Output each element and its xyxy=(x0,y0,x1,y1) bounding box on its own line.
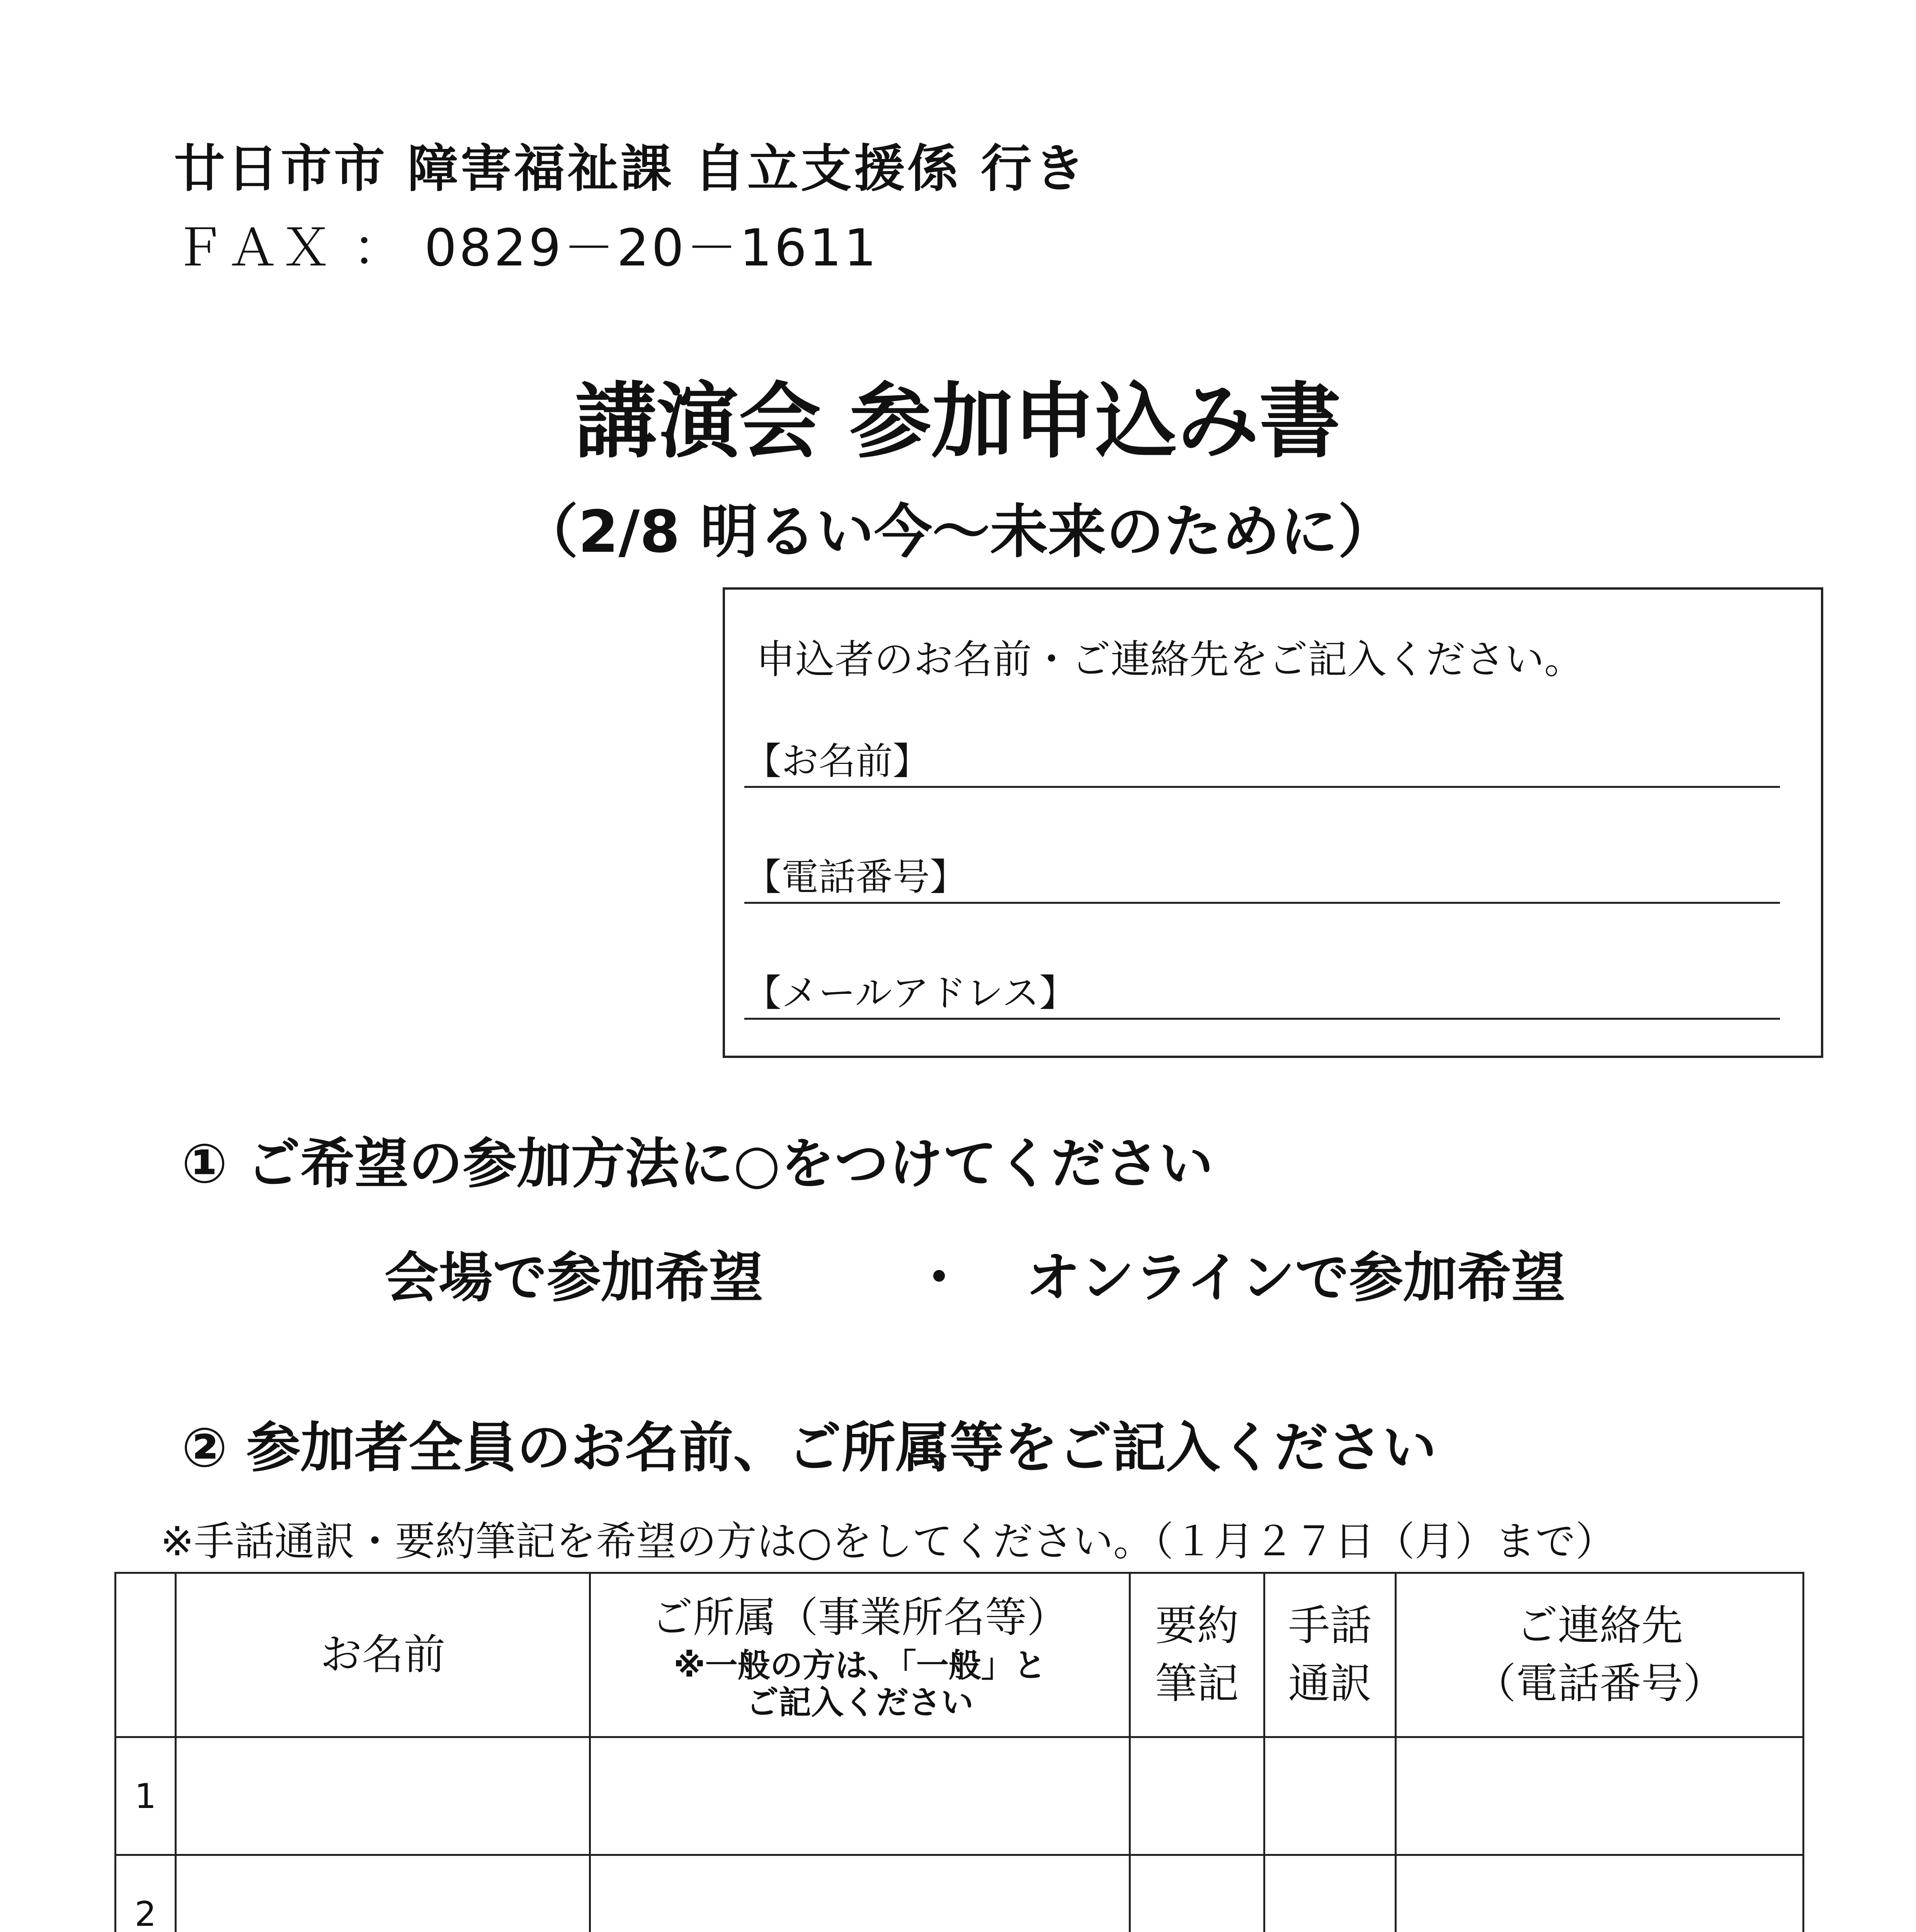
option-venue[interactable]: 会場で参加希望 xyxy=(385,1247,764,1310)
fax-number: ＦＡＸ ： 0829－20－1611 xyxy=(174,218,879,278)
header-affiliation xyxy=(590,1573,1130,1737)
header-contact-line1: ご連絡先 xyxy=(1516,1602,1683,1650)
section1-heading: ① ご希望の参加方法に○をつけてください xyxy=(182,1133,1213,1196)
cell-sign[interactable] xyxy=(1264,1855,1396,1932)
header-number xyxy=(116,1573,176,1737)
section2-note: ※手話通訳・要約筆記を希望の方は○をしてください。（１月２７日（月）まで） xyxy=(160,1518,1616,1565)
table-row xyxy=(116,1737,1804,1855)
cell-summary[interactable] xyxy=(1130,1737,1264,1855)
applicant-name-label: 【お名前】 xyxy=(744,740,930,783)
applicant-info-box xyxy=(723,587,1823,1058)
cell-summary[interactable] xyxy=(1130,1855,1264,1932)
header-summary-writing xyxy=(1130,1573,1264,1737)
applicant-phone-label: 【電話番号】 xyxy=(744,855,967,899)
row-number: 2 xyxy=(116,1855,176,1932)
cell-sign[interactable] xyxy=(1264,1737,1396,1855)
cell-contact[interactable] xyxy=(1396,1737,1804,1855)
cell-affiliation[interactable] xyxy=(590,1855,1130,1932)
header-affiliation-note-1: ※一般の方は、「一般」と xyxy=(674,1646,1046,1684)
row-number: 1 xyxy=(116,1737,176,1855)
header-name: お名前 xyxy=(176,1573,590,1737)
page-title: 講演会 参加申込み書 xyxy=(575,374,1341,469)
cell-contact[interactable] xyxy=(1396,1855,1804,1932)
header-contact xyxy=(1396,1573,1804,1737)
header-sign-line1: 手話 xyxy=(1288,1602,1372,1650)
header-contact-line2: （電話番号） xyxy=(1474,1660,1725,1708)
applicant-phone-field[interactable] xyxy=(744,852,1780,904)
applicant-intro: 申込者のお名前・ご連絡先をご記入ください。 xyxy=(756,637,1584,683)
cell-affiliation[interactable] xyxy=(590,1737,1130,1855)
table-row xyxy=(116,1855,1804,1932)
cell-name[interactable] xyxy=(176,1737,590,1855)
applicant-name-field[interactable] xyxy=(744,736,1780,788)
header-sign-language xyxy=(1264,1573,1396,1737)
recipient-line: 廿日市市 障害福祉課 自立支援係 行き xyxy=(174,139,1087,199)
section2-heading: ② 参加者全員のお名前、ご所属等をご記入ください xyxy=(182,1417,1437,1480)
option-online[interactable]: オンラインで参加希望 xyxy=(1026,1247,1565,1310)
header-summary-line2: 筆記 xyxy=(1155,1660,1239,1708)
header-summary-line1: 要約 xyxy=(1155,1602,1239,1650)
option-separator: ・ xyxy=(912,1247,967,1310)
cell-name[interactable] xyxy=(176,1855,590,1932)
table-header-row xyxy=(116,1573,1804,1737)
page-subtitle: （2/8 明るい今～未来のために） xyxy=(520,498,1396,566)
header-affiliation-label: ご所属（事業所名等） xyxy=(651,1594,1069,1642)
header-affiliation-note-2: ご記入ください xyxy=(746,1684,973,1721)
participant-table xyxy=(114,1572,1804,1932)
applicant-email-label: 【メールアドレス】 xyxy=(744,971,1077,1015)
applicant-email-field[interactable] xyxy=(744,968,1780,1020)
header-sign-line2: 通訳 xyxy=(1288,1660,1372,1708)
